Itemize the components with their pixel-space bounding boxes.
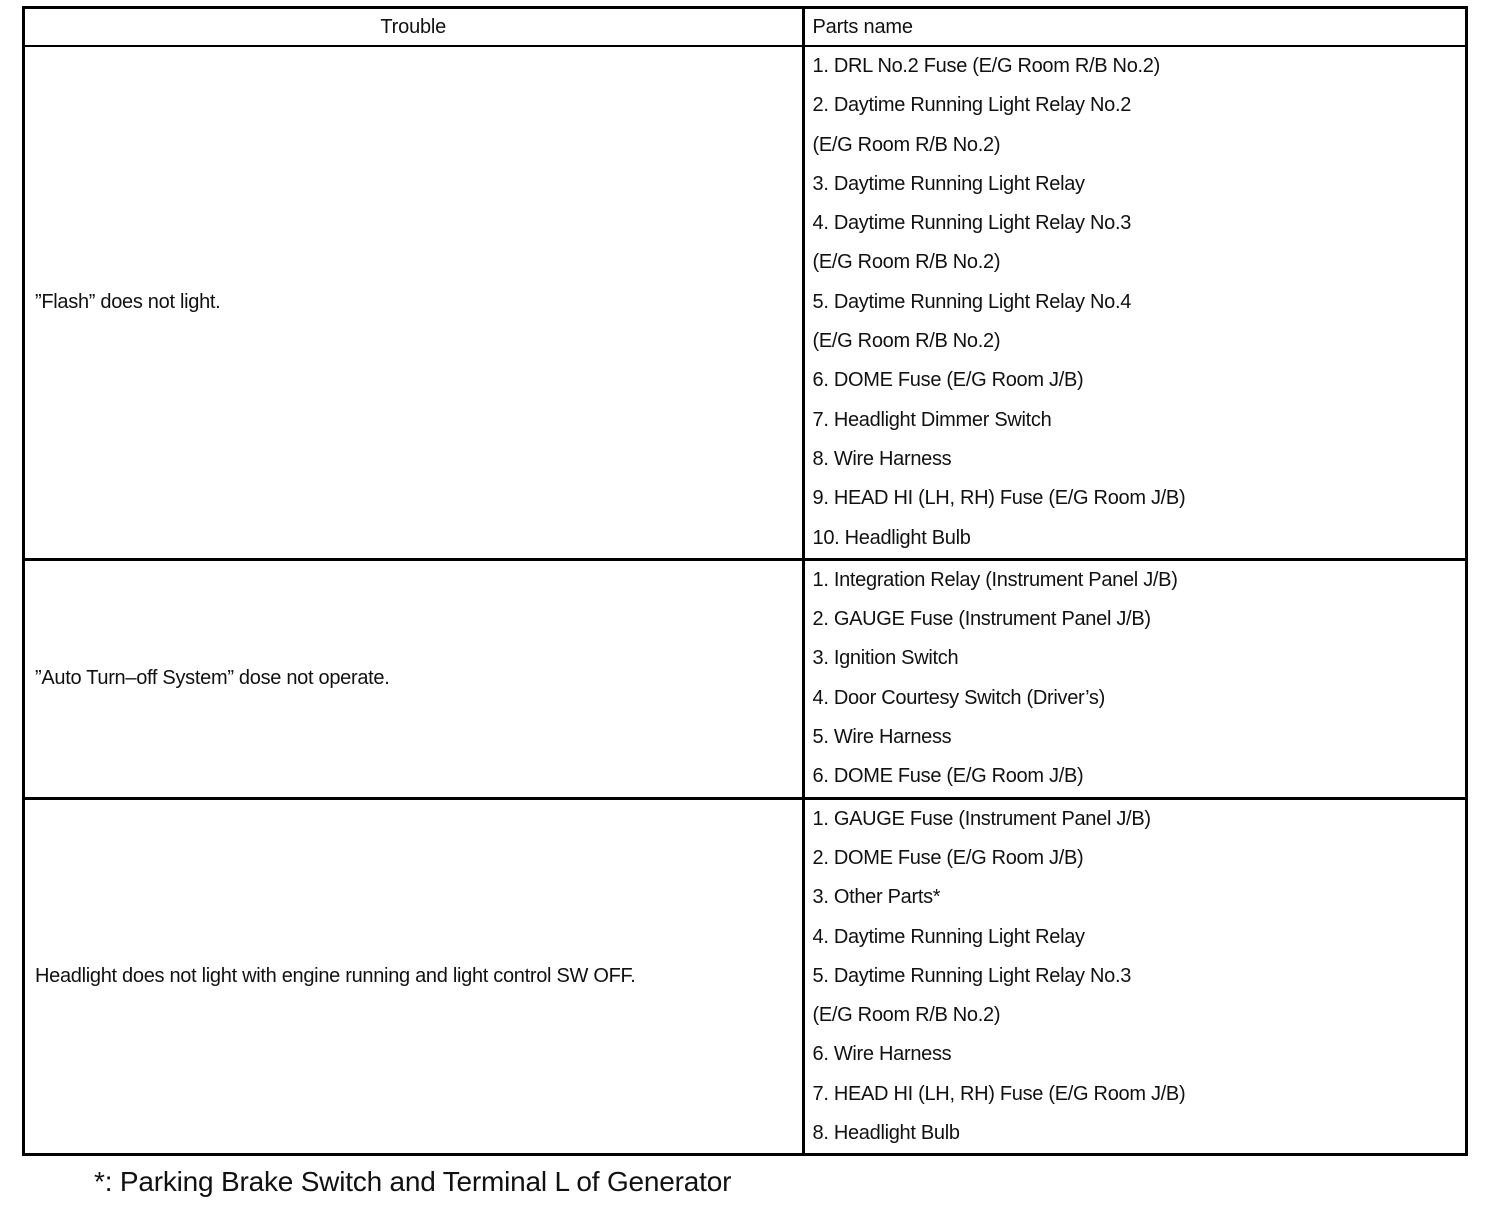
list-item: 7. Headlight Dimmer Switch [812,408,1052,431]
list-item: 8. Headlight Bulb [812,1122,960,1145]
trouble-cell: ”Auto Turn–off System” dose not operate. [25,559,803,798]
list-item: 5. Wire Harness [812,726,952,749]
header-trouble: Trouble [25,9,803,46]
parts-list [813,47,1466,558]
parts-cell [803,559,1465,798]
list-item: 2. GAUGE Fuse (Instrument Panel J/B) [812,608,1151,631]
list-item: 6. DOME Fuse (E/G Room J/B) [812,765,1084,788]
list-item: 3. Ignition Switch [812,647,959,670]
list-item: 4. Daytime Running Light Relay [812,925,1085,948]
table-row [25,798,1465,1153]
list-item: 2. DOME Fuse (E/G Room J/B) [812,846,1084,869]
list-item: 10. Headlight Bulb [812,526,971,549]
parts-cell [803,46,1465,559]
list-item: 2. Daytime Running Light Relay No.2 [812,94,1132,117]
trouble-cell: ”Flash” does not light. [25,46,803,559]
table-body [25,46,1465,1153]
list-item: 1. Integration Relay (Instrument Panel J/B) [812,568,1178,591]
list-item: 6. DOME Fuse (E/G Room J/B) [812,369,1084,392]
list-item: 4. Daytime Running Light Relay No.3 [812,212,1132,235]
table-header-row [25,9,1465,46]
list-item: (E/G Room R/B No.2) [812,1004,1001,1027]
list-item: 8. Wire Harness [812,447,952,470]
list-item: 1. DRL No.2 Fuse (E/G Room R/B No.2) [812,55,1160,77]
list-item: 4. Door Courtesy Switch (Driver’s) [812,686,1105,709]
list-item: 6. Wire Harness [812,1043,952,1066]
troubleshooting-table-frame [22,6,1468,1156]
trouble-cell: Headlight does not light with engine running and light control SW OFF. [25,798,803,1153]
list-item: (E/G Room R/B No.2) [812,251,1001,274]
parts-cell [803,798,1465,1153]
footnote: *: Parking Brake Switch and Terminal L of Generator [94,1166,732,1197]
list-item: 1. GAUGE Fuse (Instrument Panel J/B) [812,807,1151,830]
table-row [25,46,1465,559]
troubleshooting-table [25,9,1465,1153]
list-item: (E/G Room R/B No.2) [812,330,1001,353]
list-item: 3. Other Parts* [812,886,941,909]
list-item: 9. HEAD HI (LH, RH) Fuse (E/G Room J/B) [812,487,1186,510]
header-parts-name: Parts name [803,9,1465,46]
list-item: 7. HEAD HI (LH, RH) Fuse (E/G Room J/B) [812,1082,1186,1105]
list-item: (E/G Room R/B No.2) [812,133,1001,156]
parts-list [813,800,1466,1154]
list-item: 5. Daytime Running Light Relay No.3 [812,964,1132,987]
list-item: 3. Daytime Running Light Relay [812,172,1085,195]
list-item: 5. Daytime Running Light Relay No.4 [812,290,1132,313]
table-row [25,559,1465,798]
parts-list [813,561,1466,797]
